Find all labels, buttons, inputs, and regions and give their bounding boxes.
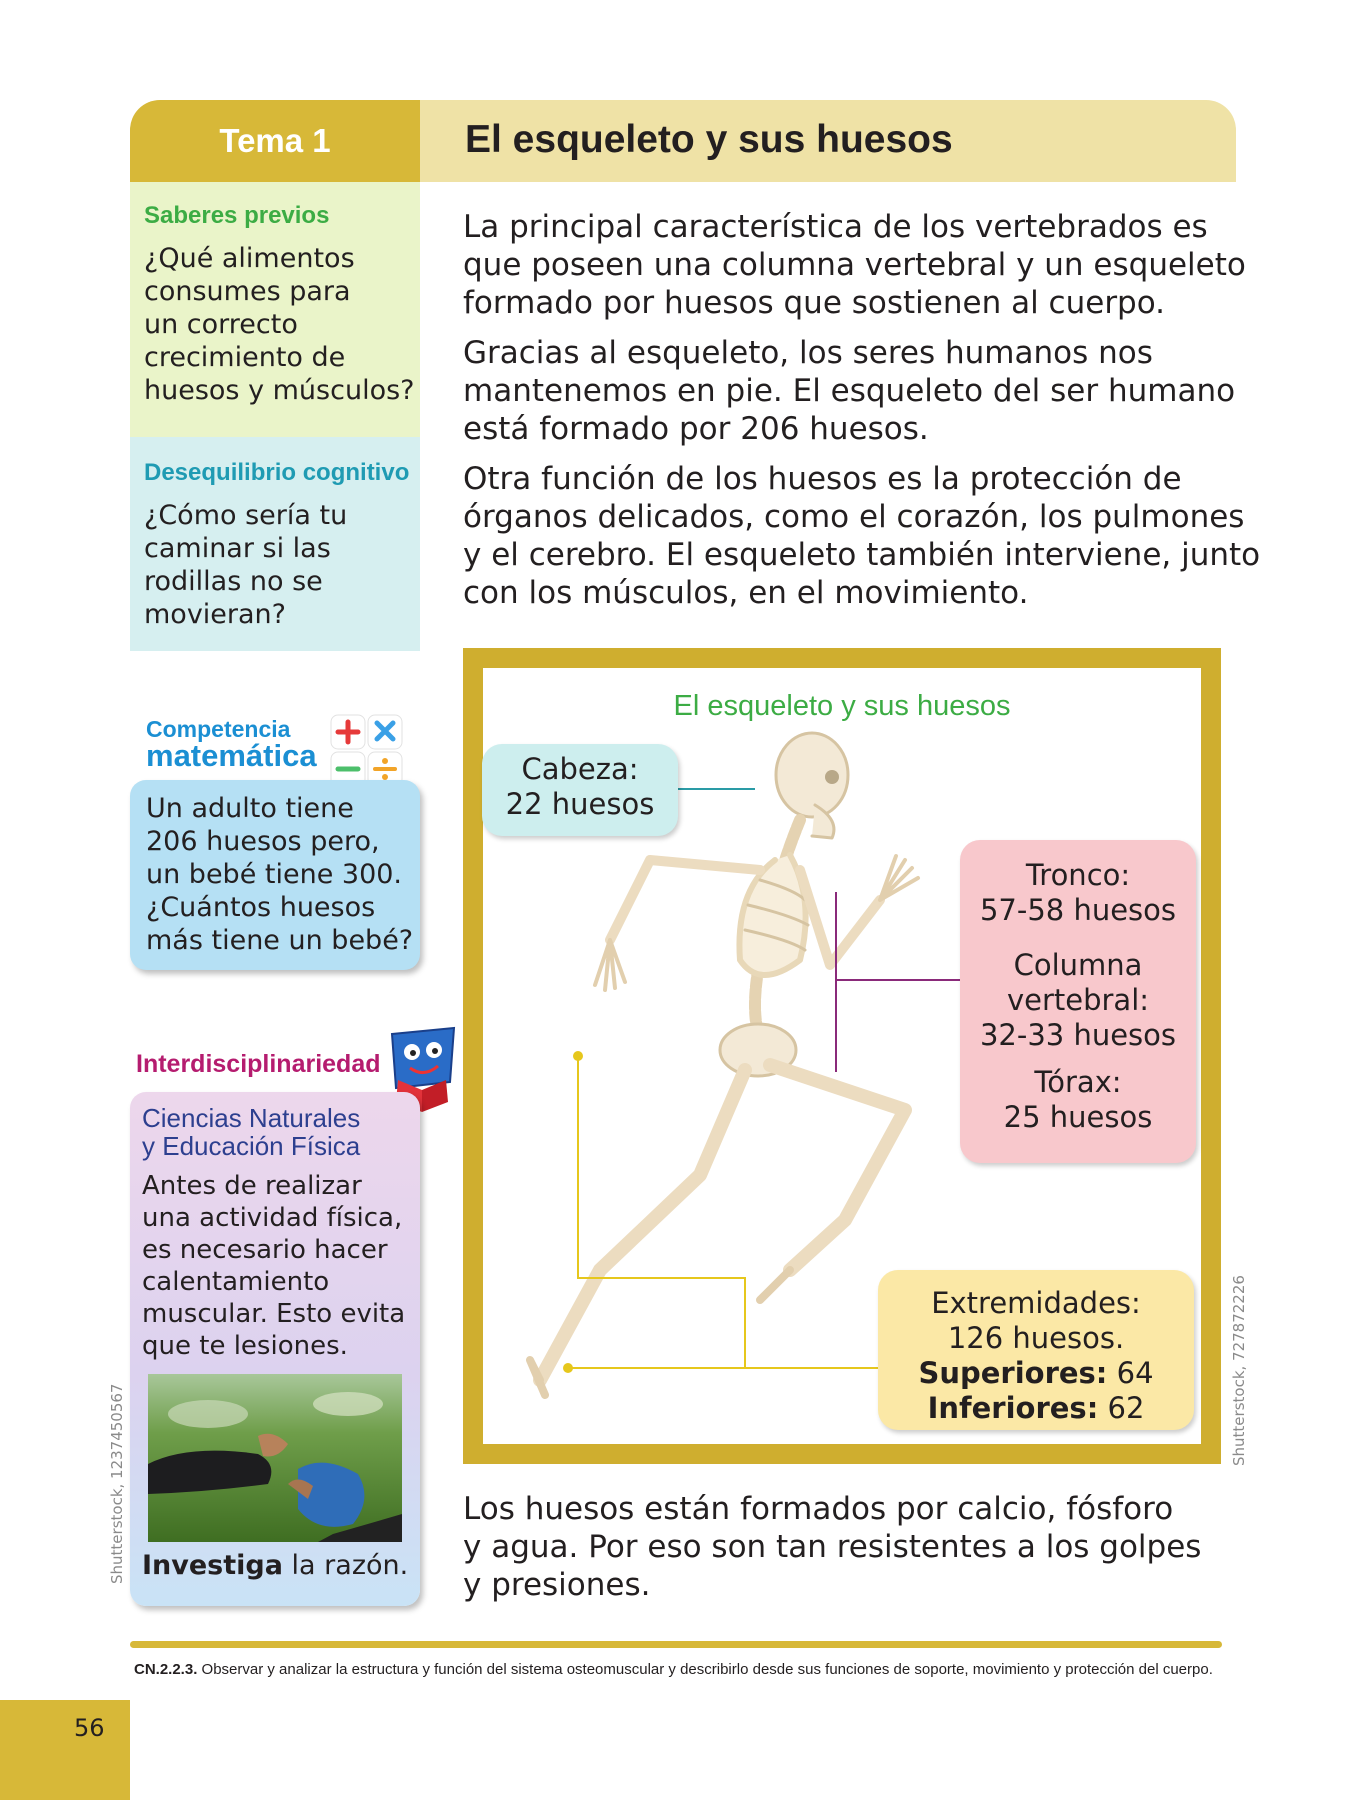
- photo-credit-right: Shutterstock, 727872226: [1230, 1275, 1248, 1466]
- text-line: La principal característica de los vertebrados es: [463, 209, 1208, 245]
- text-line: ¿Qué alimentos: [144, 243, 355, 274]
- text-line: es necesario hacer: [142, 1235, 388, 1265]
- text-line: con los músculos, en el movimiento.: [463, 575, 1029, 611]
- text-line: ¿Cómo sería tu: [144, 500, 348, 531]
- extremidades-callout: [878, 1270, 1194, 1430]
- page-number-tab: [0, 1700, 130, 1800]
- text-line: caminar si las: [144, 533, 331, 564]
- cabeza-value: 22 huesos: [505, 787, 655, 821]
- superiores-value: 64: [1107, 1356, 1154, 1390]
- diagram-title: El esqueleto y sus huesos: [673, 690, 1011, 722]
- extremidades-value: 126 huesos.: [947, 1321, 1125, 1355]
- text-line: Los huesos están formados por calcio, fósforo: [463, 1491, 1174, 1527]
- text-line: Ciencias Naturales: [142, 1103, 361, 1133]
- tronco-callout: [960, 840, 1196, 1163]
- text-line: un correcto: [144, 309, 298, 340]
- text-line: y el cerebro. El esqueleto también interviene, junto: [463, 537, 1261, 573]
- text-line: Otra función de los huesos es la protección de: [463, 461, 1182, 497]
- text-line: Antes de realizar: [142, 1171, 362, 1201]
- desequilibrio-title: Desequilibrio cognitivo: [144, 459, 410, 486]
- competencia-title-big: matemática: [146, 738, 317, 773]
- investiga-rest: la razón.: [282, 1550, 409, 1581]
- superiores-row: [878, 1356, 1194, 1391]
- tronco-value: 57-58 huesos: [979, 893, 1177, 927]
- text-line: rodillas no se: [144, 566, 323, 597]
- text-line: está formado por 206 huesos.: [463, 411, 929, 447]
- text-line: Un adulto tiene: [146, 793, 354, 824]
- topic-number: Tema 1: [219, 122, 331, 159]
- text-line: un bebé tiene 300.: [146, 859, 403, 890]
- text-line: crecimiento de: [144, 342, 346, 373]
- text-line: más tiene un bebé?: [146, 925, 414, 956]
- text-line: muscular. Esto evita: [142, 1299, 406, 1329]
- cabeza-label: Cabeza:: [521, 752, 639, 786]
- text-line: calentamiento: [142, 1267, 330, 1297]
- text-line: una actividad física,: [142, 1203, 403, 1233]
- columna-label-1: Columna: [1013, 948, 1143, 982]
- text-line: que poseen una columna vertebral y un esqueleto: [463, 247, 1246, 283]
- torax-label: Tórax:: [1034, 1065, 1122, 1099]
- tronco-label: Tronco:: [1025, 858, 1131, 892]
- extremidades-dot-lower: [563, 1363, 573, 1373]
- inferiores-value: 62: [1098, 1391, 1145, 1425]
- columna-label-2: vertebral:: [1006, 983, 1150, 1017]
- columna-value: 32-33 huesos: [979, 1018, 1177, 1052]
- inferiores-label: Inferiores:: [927, 1391, 1099, 1425]
- photo-credit-left: Shutterstock, 1237450567: [108, 1383, 126, 1584]
- text-line: Gracias al esqueleto, los seres humanos nos: [463, 335, 1153, 371]
- competencia-title-small: Competencia: [146, 716, 291, 742]
- curriculum-standard: [134, 1660, 1224, 1679]
- text-line: ¿Cuántos huesos: [146, 892, 376, 923]
- torax-value: 25 huesos: [1003, 1100, 1153, 1134]
- text-line: órganos delicados, como el corazón, los pulmones: [463, 499, 1245, 535]
- extremidades-dot-upper: [573, 1051, 583, 1061]
- text-line: y agua. Por eso son tan resistentes a los golpes: [463, 1529, 1202, 1565]
- text-line: consumes para: [144, 276, 351, 307]
- superiores-label: Superiores:: [918, 1356, 1108, 1390]
- text-line: movieran?: [144, 599, 287, 630]
- page-title: El esqueleto y sus huesos: [465, 118, 953, 161]
- interdisciplinariedad-title: Interdisciplinariedad: [136, 1050, 381, 1078]
- text-line: huesos y músculos?: [144, 375, 415, 406]
- investiga-bold: Investiga: [142, 1550, 283, 1581]
- inferiores-row: [878, 1391, 1194, 1426]
- standard-text: Observar y analizar la estructura y función del sistema osteomuscular y describirlo desde sus funciones de soporte, movimiento y protección del cuerpo.: [197, 1661, 1213, 1678]
- page-number: 56: [74, 1714, 105, 1742]
- text-line: y presiones.: [463, 1567, 651, 1603]
- text-line: formado por huesos que sostienen al cuerpo.: [463, 285, 1166, 321]
- extremidades-label: Extremidades:: [931, 1286, 1141, 1320]
- paragraph-4: [463, 1490, 1263, 1604]
- text-line: 206 huesos pero,: [146, 826, 380, 857]
- text-line: mantenemos en pie. El esqueleto del ser humano: [463, 373, 1236, 409]
- saberes-previos-title: Saberes previos: [144, 202, 330, 229]
- standard-code: CN.2.2.3.: [134, 1661, 198, 1678]
- text-line: que te lesiones.: [142, 1331, 348, 1361]
- footer-divider: [130, 1641, 1222, 1648]
- text-line: y Educación Física: [142, 1131, 361, 1161]
- cabeza-callout: [482, 744, 678, 836]
